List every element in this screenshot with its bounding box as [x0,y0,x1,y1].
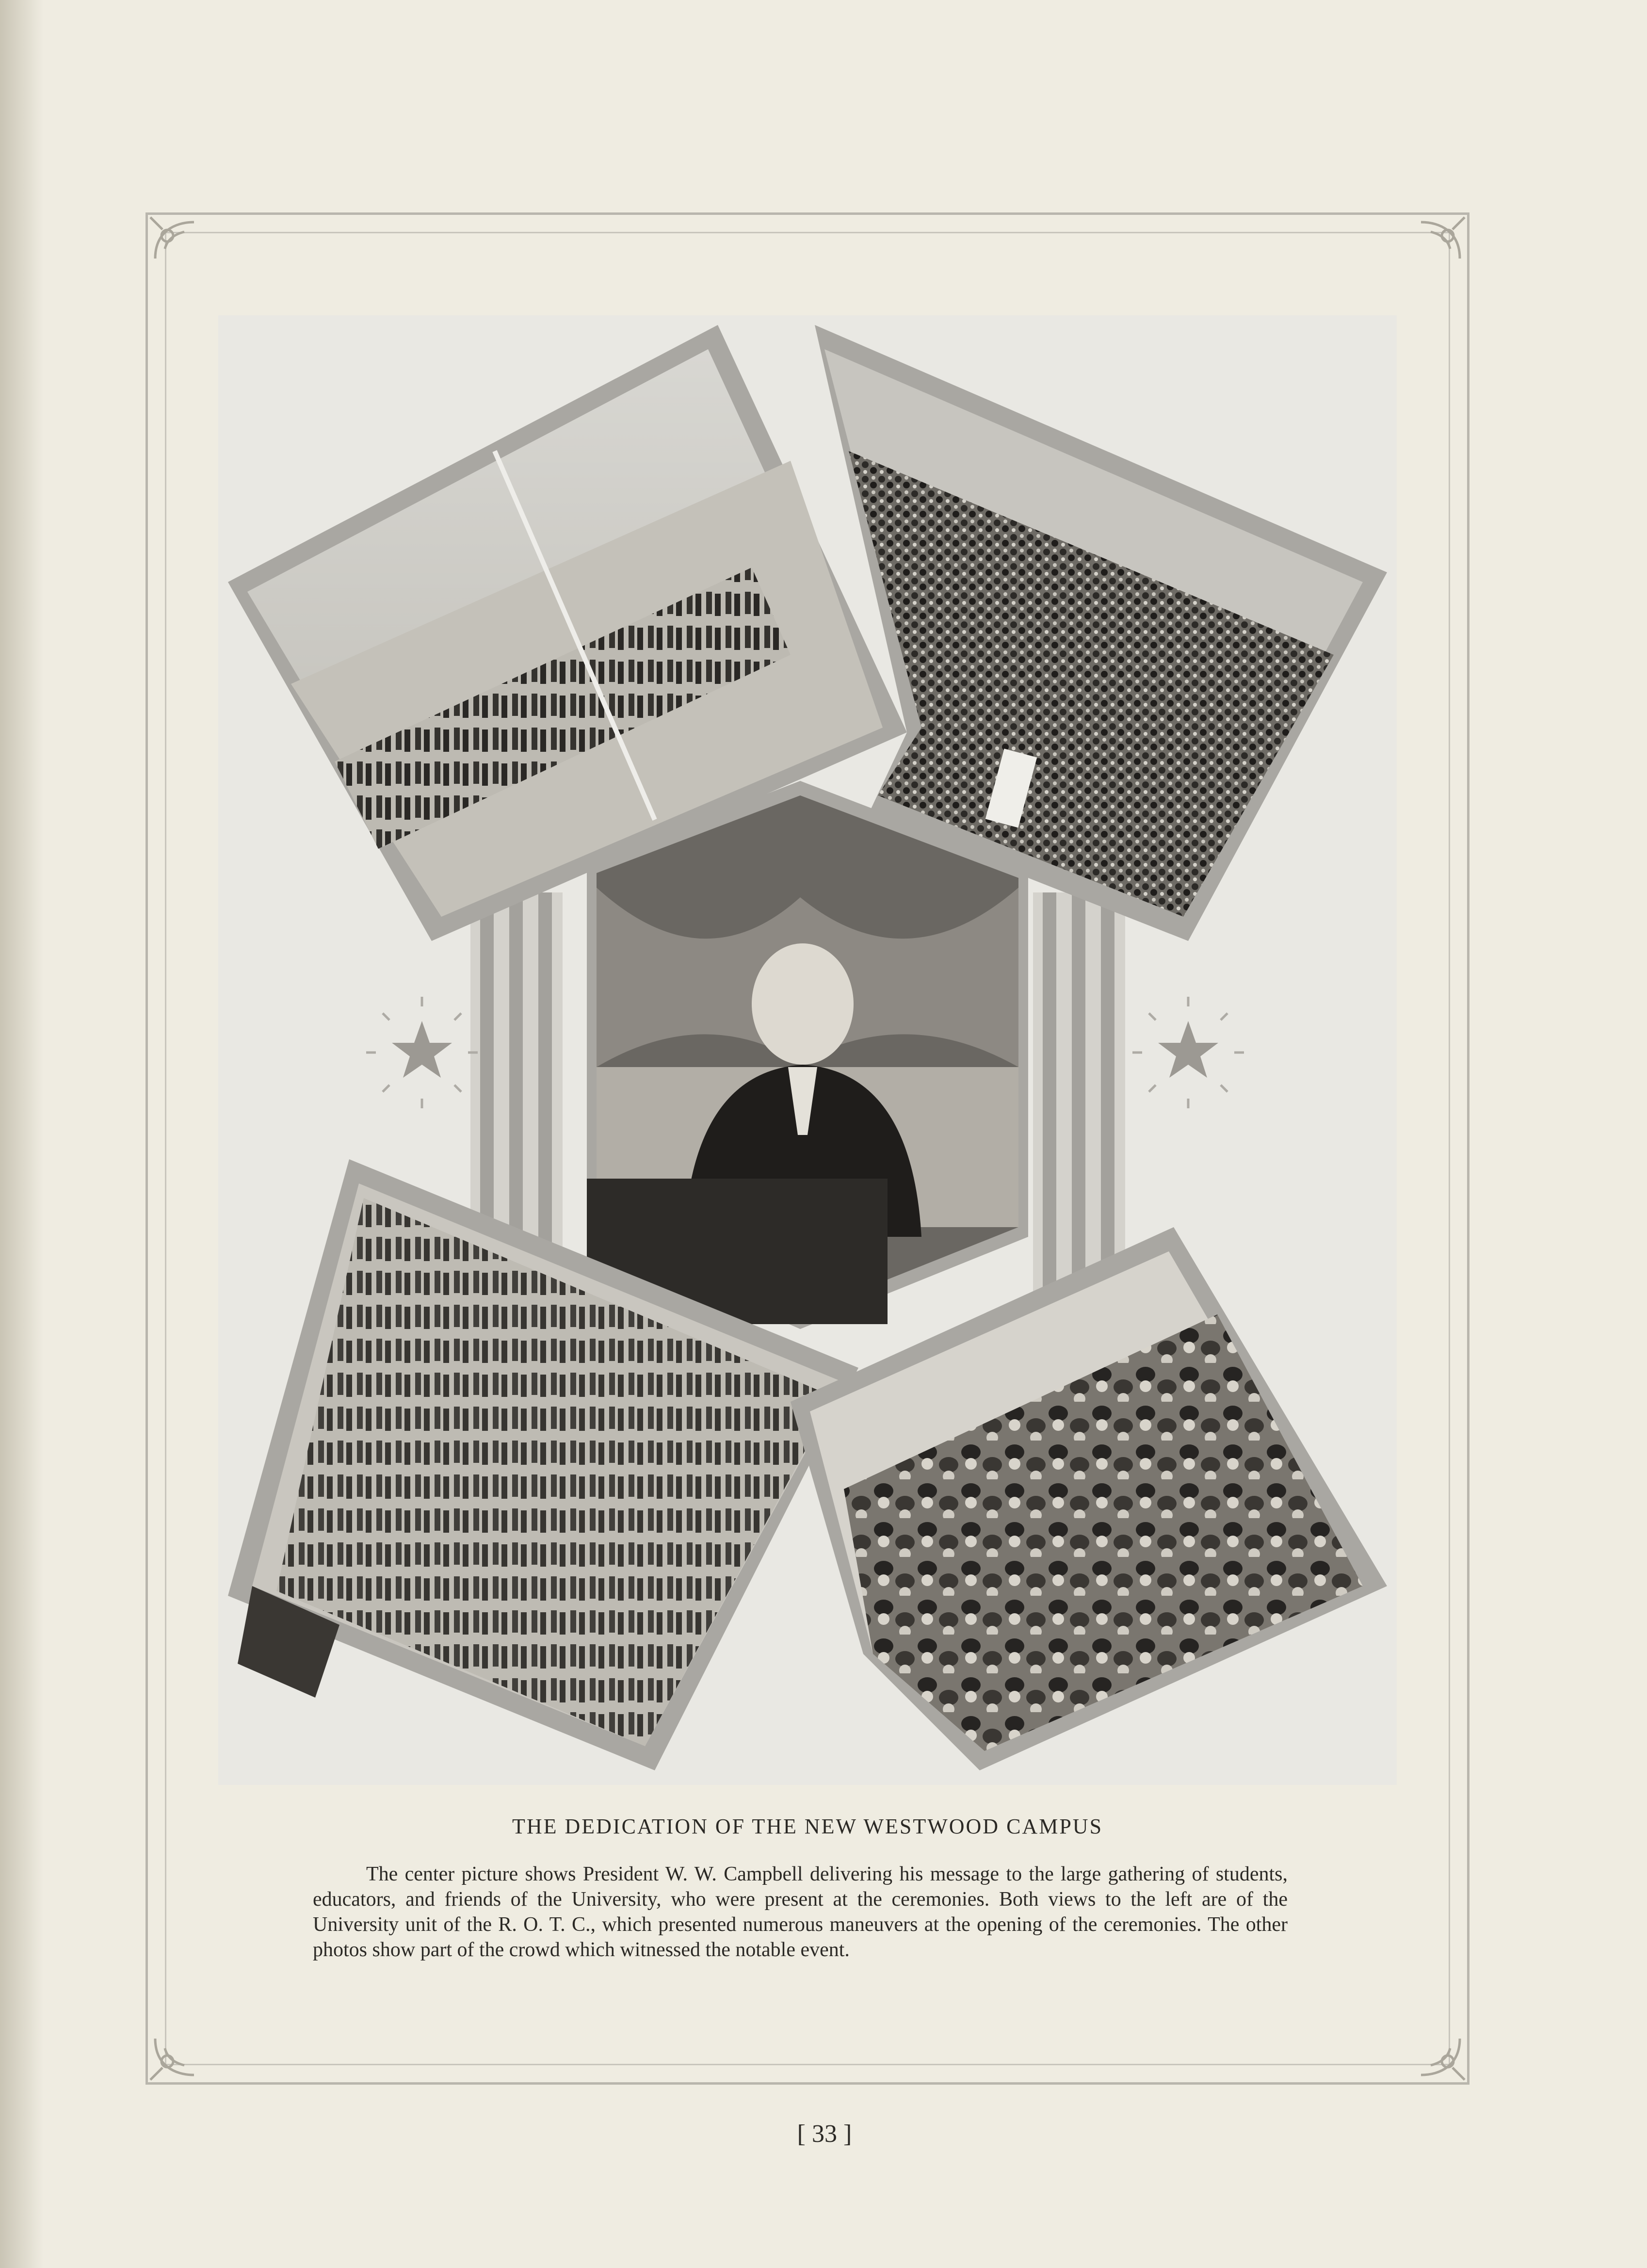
corner-ornament-icon [145,2012,218,2085]
photo-collage [218,315,1397,1785]
page-number: [ 33 ] [797,2120,852,2148]
star-right-icon [1132,997,1244,1108]
corner-ornament-icon [1397,2012,1469,2085]
caption-title: THE DEDICATION OF THE NEW WESTWOOD CAMPUS [512,1814,1103,1838]
corner-ornament-icon [145,212,218,285]
star-left-icon [366,997,478,1108]
caption-paragraph: The center picture shows President W. W. Campbell delivering his message to the large gathering of students, educators, and friends of the University, who were present at the ceremonies. Both views to the left are of the University unit of the R. O. T. C., which presented numerous maneuvers at the opening of the ceremonies. The other photos show part of the crowd which witnessed the notable event. [313,1863,1288,1961]
president-campbell-photo [587,781,1028,1329]
corner-ornament-icon [1397,212,1469,285]
caption-body [313,1862,1288,1962]
book-spine-shadow [0,0,44,2268]
